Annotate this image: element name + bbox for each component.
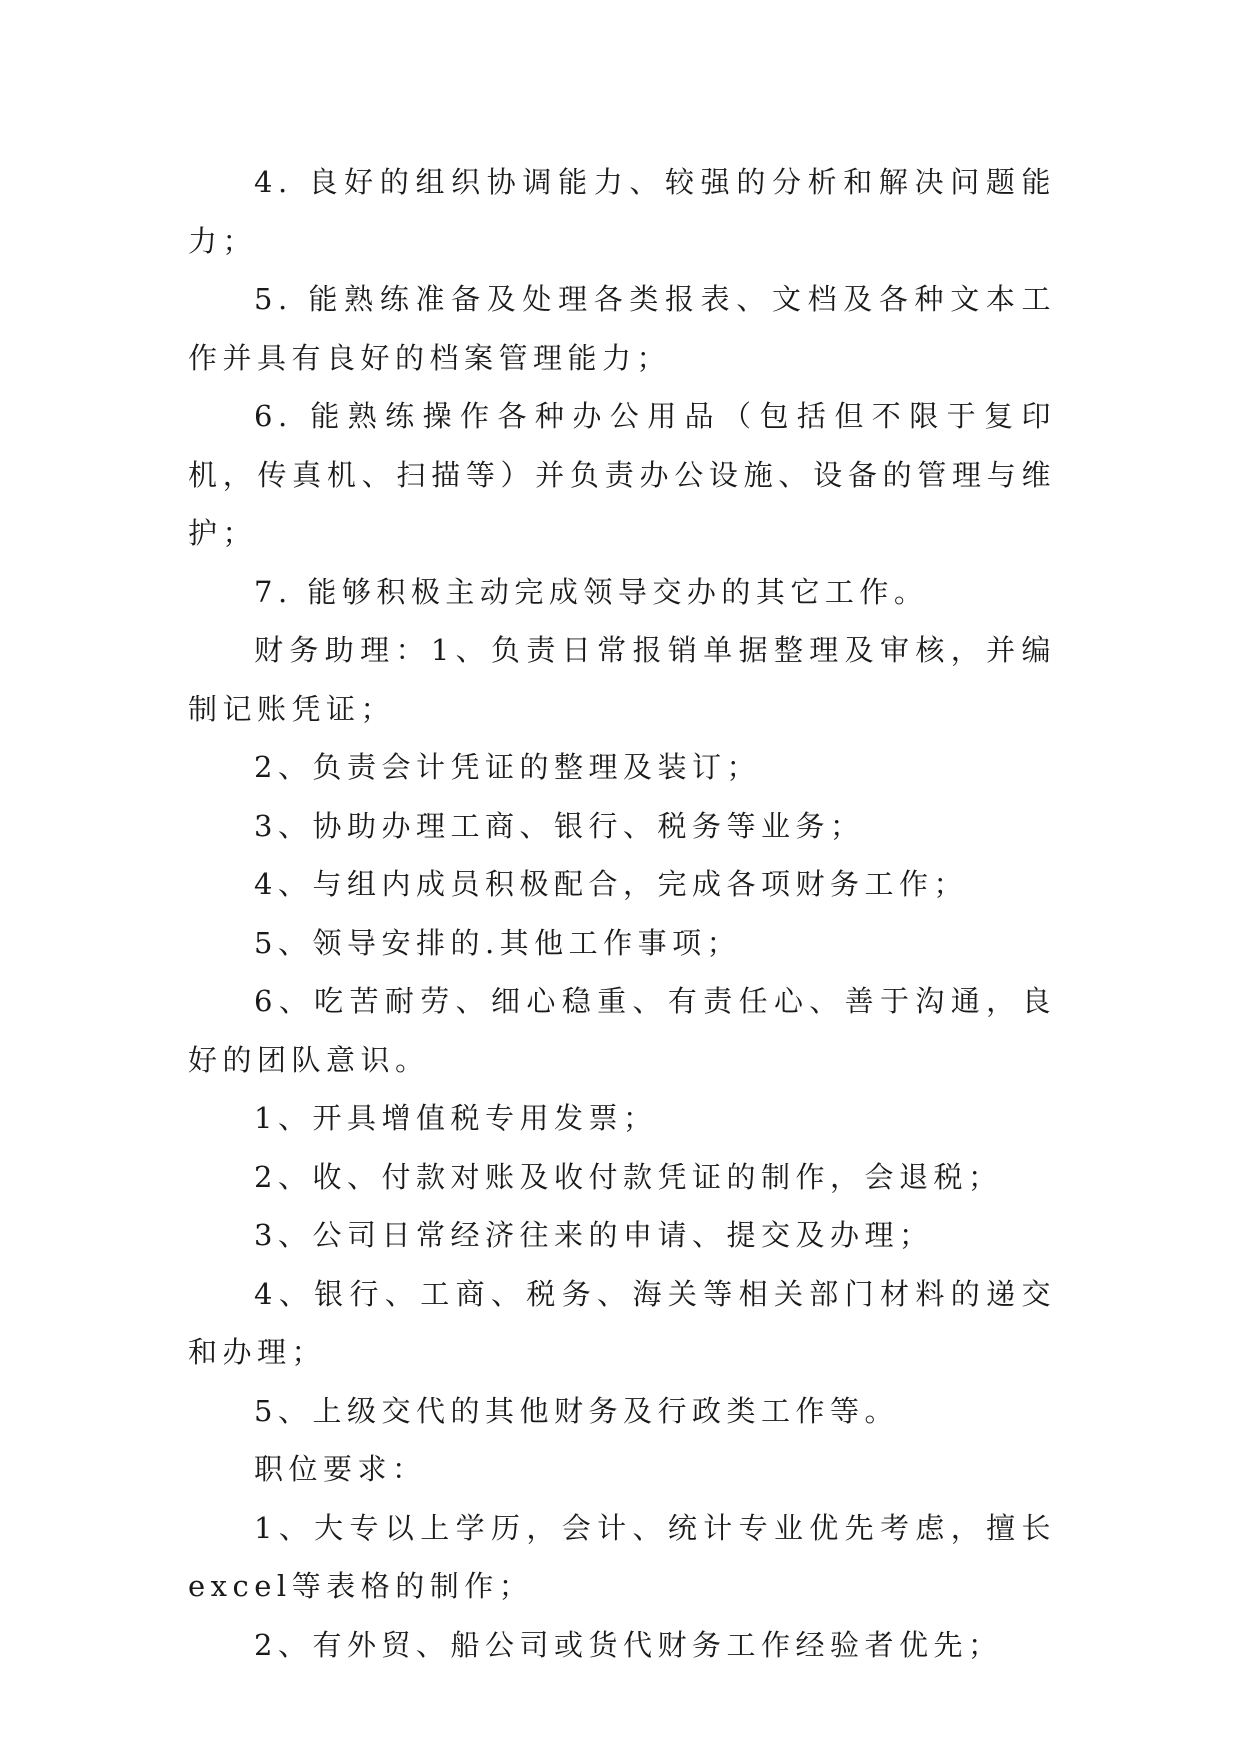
paragraph-finance-assistant-5: 5、领导安排的.其他工作事项； (254, 925, 742, 960)
paragraph-finance-assistant-6: 6、吃苦耐劳、细心稳重、有责任心、善于沟通，良好的团队意识。 (188, 984, 1056, 1077)
paragraph-skill-7: 7. 能够积极主动完成领导交办的其它工作。 (254, 574, 929, 609)
paragraph-skill-5: 5. 能熟练准备及处理各类报表、文档及各种文本工作并具有良好的档案管理能力； (188, 282, 1056, 375)
paragraph-duty-1: 1、开具增值税专用发票； (254, 1101, 658, 1135)
paragraph-finance-assistant-1: 财务助理：1、负责日常报销单据整理及审核，并编制记账凭证； (188, 633, 1056, 726)
paragraph-requirement-2: 2、有外贸、船公司或货代财务工作经验者优先； (254, 1627, 1003, 1662)
paragraph-finance-assistant-3: 3、协助办理工商、银行、税务等业务； (254, 808, 865, 843)
paragraph-requirements-heading: 职位要求： (254, 1452, 427, 1486)
paragraph-requirement-1: 1、大专以上学历，会计、统计专业优先考虑，擅长excel等表格的制作； (188, 1510, 1056, 1603)
paragraph-duty-3: 3、公司日常经济往来的申请、提交及办理； (254, 1218, 934, 1252)
paragraph-skill-4: 4. 良好的组织协调能力、较强的分析和解决问题能力； (188, 165, 1056, 258)
paragraph-skill-6: 6. 能熟练操作各种办公用品（包括但不限于复印机，传真机、扫描等）并负责办公设施、设备的管理与维护； (188, 399, 1056, 550)
paragraph-duty-4: 4、银行、工商、税务、海关等相关部门材料的递交和办理； (188, 1276, 1056, 1369)
paragraph-finance-assistant-2: 2、负责会计凭证的整理及装订； (254, 750, 761, 784)
document-body (188, 153, 1056, 1674)
paragraph-duty-5: 5、上级交代的其他财务及行政类工作等。 (254, 1393, 899, 1428)
paragraph-duty-2: 2、收、付款对账及收付款凭证的制作，会退税； (254, 1159, 1003, 1194)
paragraph-finance-assistant-4: 4、与组内成员积极配合，完成各项财务工作； (254, 867, 968, 901)
